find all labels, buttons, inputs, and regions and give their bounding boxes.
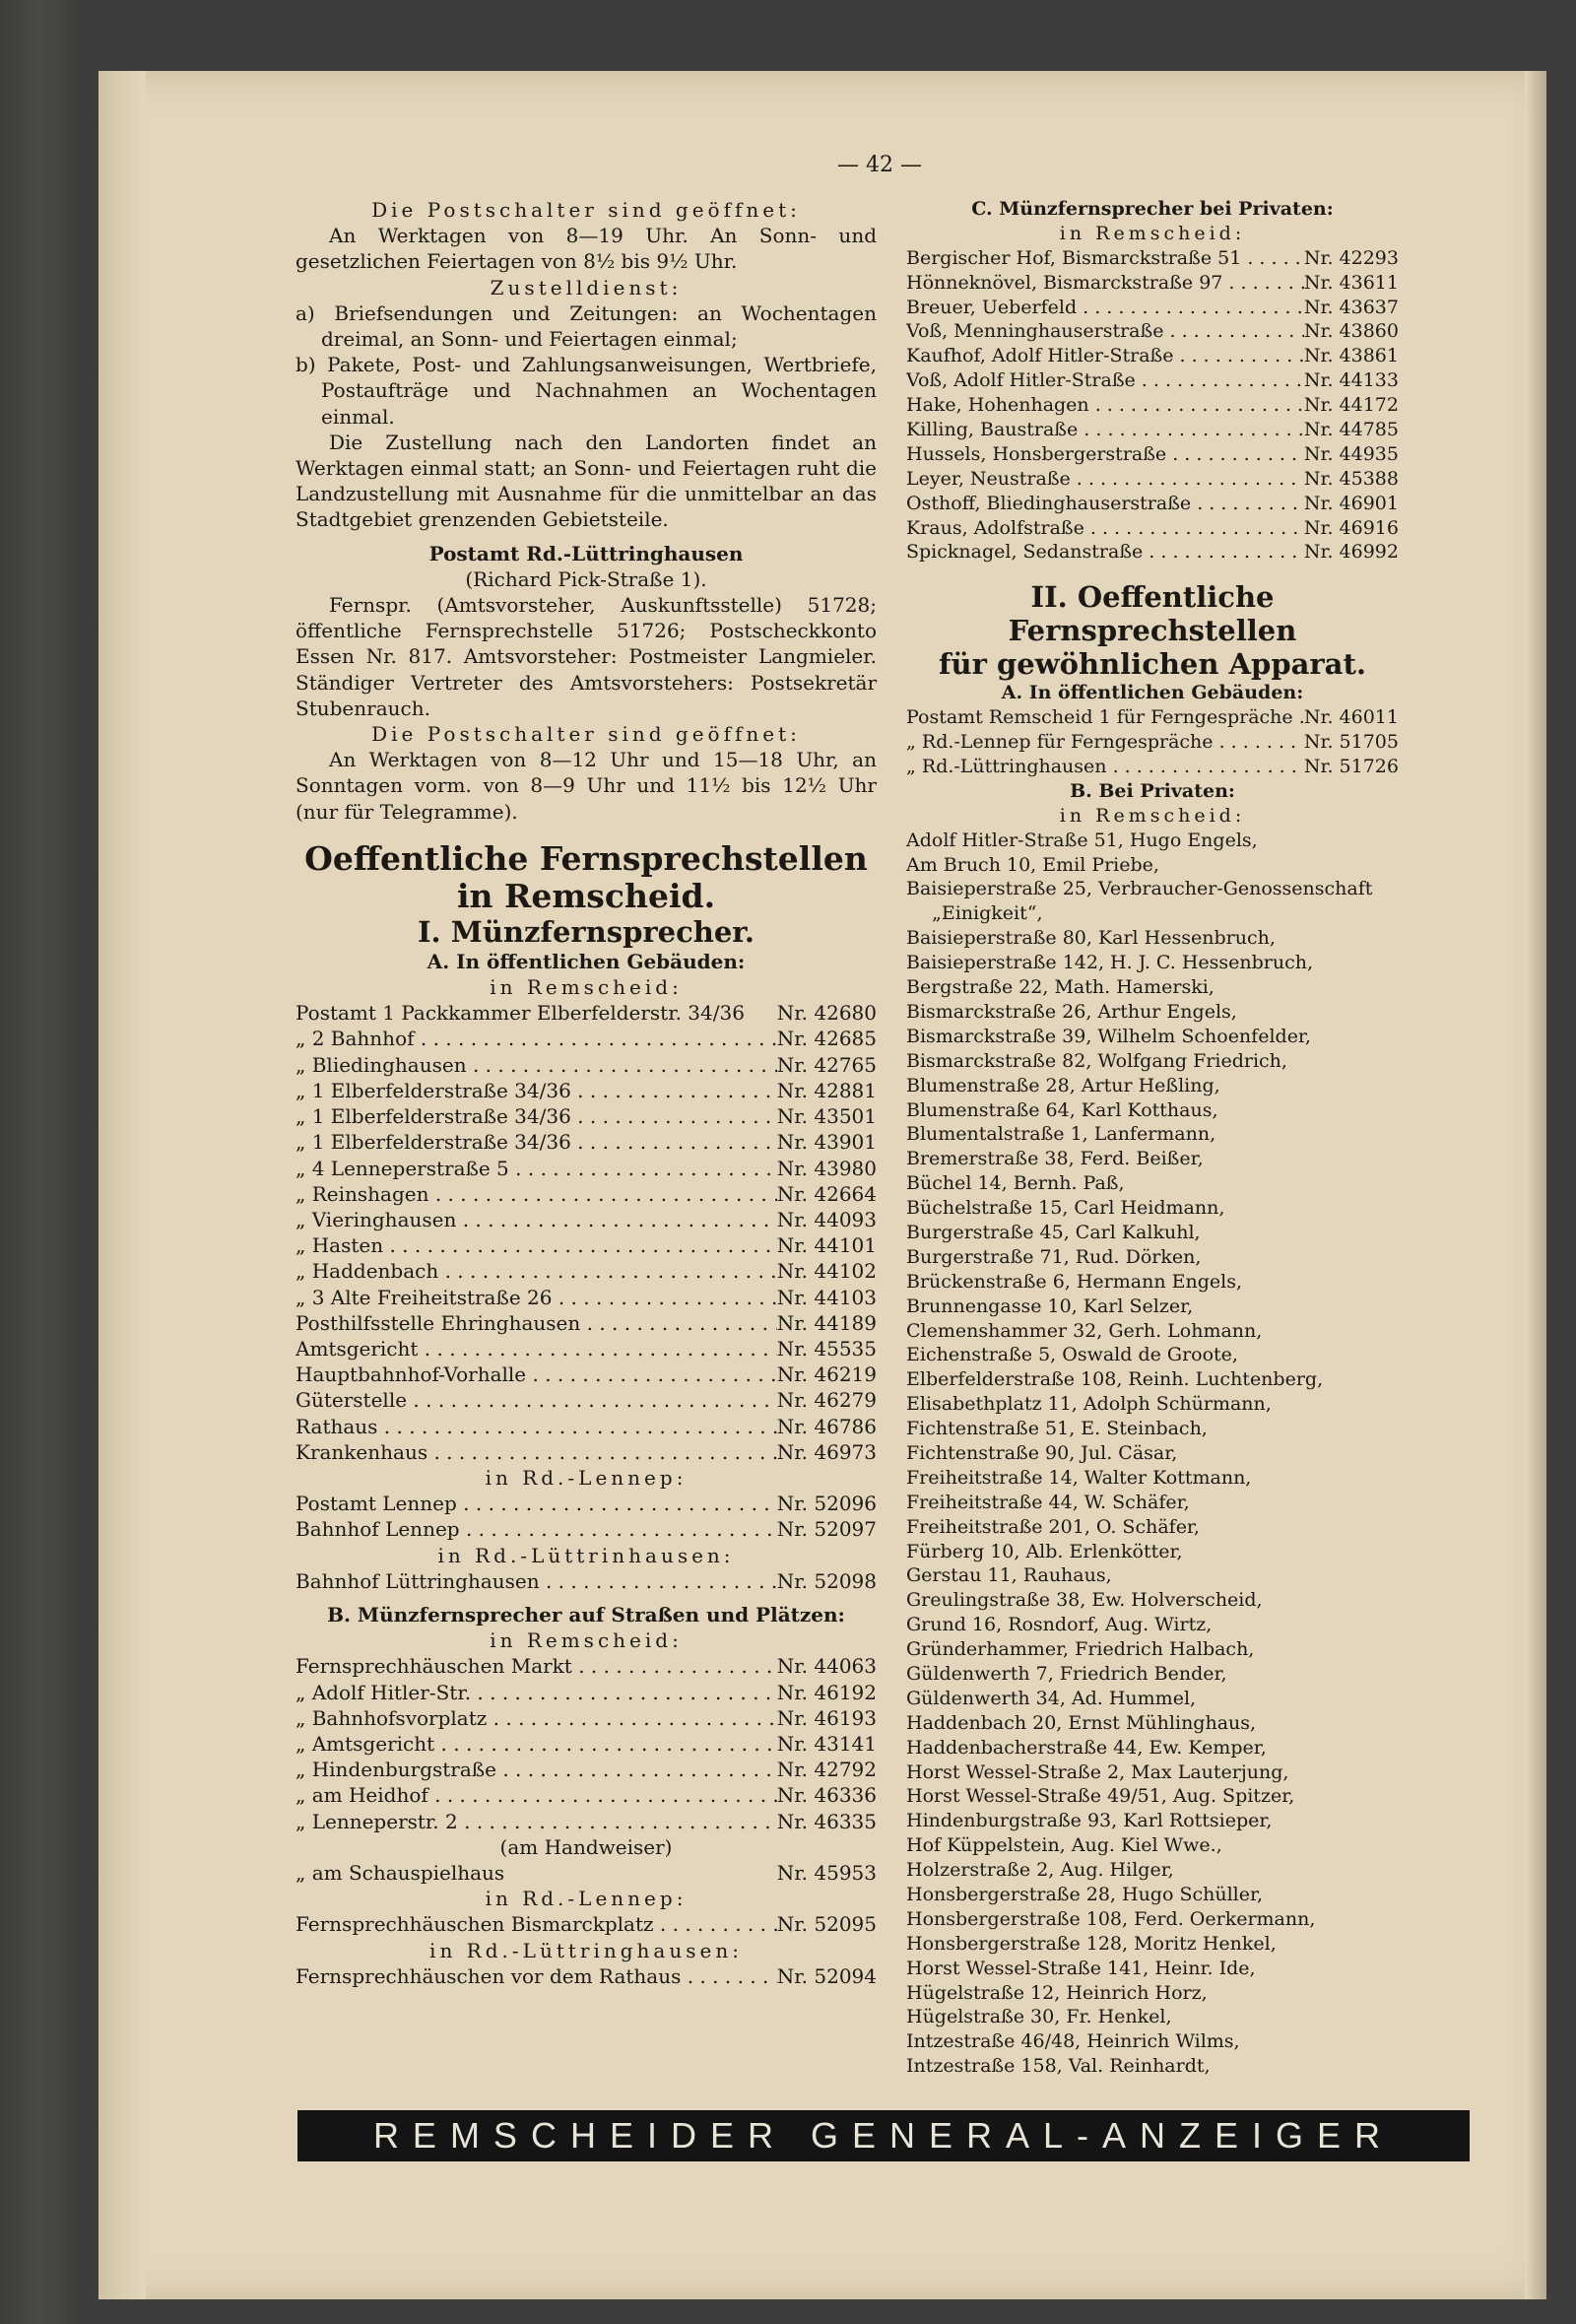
private-entry: Fürberg 10, Alb. Erlenkötter, xyxy=(906,1540,1183,1562)
list-item xyxy=(296,1731,877,1757)
section-2a-heading: A. In öffentlichen Gebäuden: xyxy=(1001,682,1304,704)
private-entry: Baisieperstraße 80, Karl Hessenbruch, xyxy=(906,927,1276,950)
left-column xyxy=(296,197,877,1989)
list-item-number: Nr. 44103 xyxy=(776,1285,877,1309)
private-entry: Gründerhammer, Friedrich Halbach, xyxy=(906,1638,1255,1661)
postamt-text: Fernspr. (Amtsvorsteher, Auskunftsstelle) 51728; öffentliche Fernsprechstelle 51726; Postscheckkonto Essen Nr. 817. Amtsvorsteher: Postmeister Langmieler. Ständiger Vertreter des Amtsvorstehers: Postsekretär Stubenrauch. xyxy=(296,593,877,720)
private-entry: Haddenbach 20, Ernst Mühlinghaus, xyxy=(906,1711,1257,1734)
private-entry: Fichtenstraße 51, E. Steinbach, xyxy=(906,1418,1208,1440)
list-item xyxy=(296,1181,877,1207)
private-entry: Hindenburgstraße 93, Karl Rottsieper, xyxy=(906,1810,1273,1832)
list-private xyxy=(906,829,1399,2079)
list-item-name: Breuer, Ueberfeld . . . xyxy=(906,296,1304,320)
list-item-name: „ Bliedinghausen . . . xyxy=(296,1052,777,1078)
list-item-name: „ 3 Alte Freiheitstraße 26 . . . xyxy=(296,1285,777,1310)
list-item-number: Nr. 44785 xyxy=(1303,419,1399,441)
list-item-name: Hönneknövel, Bismarckstraße 97 . . . xyxy=(906,271,1304,296)
list-item xyxy=(296,1705,877,1731)
list-item-name: „ Haddenbach . . . xyxy=(296,1258,777,1284)
list-item-name: Killing, Baustraße . . . xyxy=(906,418,1304,442)
list-item-name: „ Rd.-Lennep für Ferngespräche . . . xyxy=(906,730,1304,755)
section-1-heading: I. Münzfernsprecher. xyxy=(417,914,755,949)
list-item xyxy=(906,393,1399,418)
page-edge-left xyxy=(98,71,146,2299)
private-entry: Honsbergerstraße 108, Ferd. Oerkermann, xyxy=(906,1907,1316,1930)
section-2b-heading: B. Bei Privaten: xyxy=(1070,779,1235,802)
list-item xyxy=(296,1026,877,1051)
list-item xyxy=(906,540,1399,564)
private-entry: Clemenshammer 32, Gerh. Lohmann, xyxy=(906,1319,1263,1342)
hours-text: An Werktagen von 8—19 Uhr. An Sonn- und gesetzlichen Feiertagen von 8½ bis 9½ Uhr. xyxy=(296,224,877,274)
list-item xyxy=(296,1809,877,1834)
list-item: Fernsprechhäuschen vor dem Rathaus . . . Nr. 52094 xyxy=(296,1963,877,1989)
list-item-number: Nr. 42293 xyxy=(1303,246,1399,269)
list-item xyxy=(906,319,1399,344)
list-item-name: Bahnhof Lennep . . . xyxy=(296,1516,777,1542)
list-item-number: Nr. 46335 xyxy=(776,1809,877,1833)
list-item xyxy=(906,246,1399,271)
list-item-number: Nr. 43501 xyxy=(776,1104,877,1129)
private-entry: Greulingstraße 38, Ew. Holverscheid, xyxy=(906,1589,1263,1612)
private-entry: Baisieperstraße 25, Verbraucher-Genossenschaft „Einigkeit“, xyxy=(906,878,1373,925)
list-item-number: Nr. 46916 xyxy=(1303,516,1399,539)
list-item-number: Nr. 46336 xyxy=(776,1783,877,1808)
list-item-name: Leyer, Neustraße . . . xyxy=(906,467,1304,492)
list-item xyxy=(296,1653,877,1679)
private-entry: Güldenwerth 34, Ad. Hummel, xyxy=(906,1687,1197,1709)
private-entry: Bismarckstraße 82, Wolfgang Friedrich, xyxy=(906,1049,1287,1072)
private-entry: Freiheitstraße 14, Walter Kottmann, xyxy=(906,1466,1252,1489)
location-remscheid-2: in Remscheid: xyxy=(1059,804,1246,827)
list-item-number: Nr. 43901 xyxy=(776,1130,877,1155)
private-entry: Holzerstraße 2, Aug. Hilger, xyxy=(906,1859,1174,1882)
list-item-number: Nr. 44172 xyxy=(1303,394,1399,417)
list-item xyxy=(296,1387,877,1413)
private-entry: Honsbergerstraße 28, Hugo Schüller, xyxy=(906,1884,1264,1905)
page-number: — 42 — xyxy=(837,153,922,177)
list-item-name: Postamt 1 Packkammer Elberfelderstr. 34/36 xyxy=(296,1001,745,1026)
private-entry: Blumenstraße 64, Karl Kotthaus, xyxy=(906,1098,1218,1121)
list-item-number: Nr. 46901 xyxy=(1303,492,1399,514)
private-entry: Horst Wessel-Straße 49/51, Aug. Spitzer, xyxy=(906,1785,1295,1808)
list-item xyxy=(296,1782,877,1808)
list-item xyxy=(906,344,1399,368)
list-item xyxy=(906,730,1399,755)
list-item-name: Bergischer Hof, Bismarckstraße 51 . . . xyxy=(906,246,1304,271)
list-item xyxy=(906,442,1399,467)
list-item-number: Nr. 43980 xyxy=(776,1156,877,1180)
list-item-name: Voß, Menninghauserstraße . . . xyxy=(906,319,1304,344)
private-entry: Fichtenstraße 90, Jul. Cäsar, xyxy=(906,1441,1178,1464)
b-note: (am Handweiser) xyxy=(499,1834,673,1859)
list-item xyxy=(906,271,1399,296)
list-c xyxy=(906,246,1399,565)
private-entry: Adolf Hitler-Straße 51, Hugo Engels, xyxy=(906,829,1258,851)
private-entry: Gerstau 11, Rauhaus, xyxy=(906,1564,1112,1587)
list-item-number: Nr. 51726 xyxy=(1303,756,1399,778)
location-lennep-2: in Rd.-Lennep: xyxy=(485,1887,688,1911)
list-item: „ am Schauspielhaus Nr. 45953 xyxy=(296,1860,877,1885)
private-entry: Bremerstraße 38, Ferd. Beißer, xyxy=(906,1148,1204,1170)
list-item xyxy=(296,1680,877,1705)
private-entry: Burgerstraße 71, Rud. Dörken, xyxy=(906,1245,1202,1268)
list-item-number: Nr. 52098 xyxy=(776,1568,877,1593)
list-item-name: Rathaus . . . xyxy=(296,1414,777,1439)
list-item-name: Spicknagel, Sedanstraße . . . xyxy=(906,540,1304,564)
list-item-name: „ Rd.-Lüttringhausen . . . xyxy=(906,755,1304,779)
list-item-number: Nr. 43860 xyxy=(1303,320,1399,343)
list-item-number: Nr. 42765 xyxy=(776,1052,877,1077)
hours2-text: An Werktagen von 8—12 Uhr und 15—18 Uhr, an Sonntagen vorm. von 8—9 Uhr und 11½ bis 12½ Uhr (nur für Telegramme). xyxy=(296,748,877,824)
private-entry: Brunnengasse 10, Karl Selzer, xyxy=(906,1295,1194,1317)
location-luettringhausen-2: in Rd.-Lüttringhausen: xyxy=(429,1938,743,1962)
newspaper-banner: REMSCHEIDER GENERAL-ANZEIGER xyxy=(297,2110,1470,2161)
list-item-number: Nr. 51705 xyxy=(1303,731,1399,754)
list-item-name: „ 2 Bahnhof . . . xyxy=(296,1026,777,1051)
hours-heading: Die Postschalter sind geöffnet: xyxy=(371,198,801,222)
location-luettringhausen: in Rd.-Lüttrinhausen: xyxy=(437,1543,735,1567)
list-item xyxy=(296,1414,877,1439)
list-item-number: Nr. 45388 xyxy=(1303,467,1399,490)
main-title-line1: Oeffentliche Fernsprechstellen xyxy=(304,838,868,878)
list-item-name: Voß, Adolf Hitler-Straße . . . xyxy=(906,368,1304,393)
list-item-number: Nr. 42881 xyxy=(776,1078,877,1102)
list-item-number: Nr. 44133 xyxy=(1303,369,1399,392)
list-item-number: Nr. 46973 xyxy=(776,1439,877,1464)
list-item-name: „ 4 Lenneperstraße 5 . . . xyxy=(296,1156,777,1181)
list-item-number: Nr. 42680 xyxy=(776,1001,877,1026)
list-item-name: Krankenhaus . . . xyxy=(296,1439,777,1465)
list-item-name: „ 1 Elberfelderstraße 34/36 . . . xyxy=(296,1129,777,1155)
list-item-name: Postamt Lennep . . . xyxy=(296,1491,777,1516)
list-item-number: Nr. 42685 xyxy=(776,1027,877,1051)
list-item xyxy=(296,1232,877,1258)
list-item xyxy=(296,1285,877,1310)
delivery-item-b: b) Pakete, Post- und Zahlungsanweisungen, Wertbriefe, Postaufträge und Nachnahmen an Wochentagen einmal. xyxy=(296,353,877,429)
private-entry: Honsbergerstraße 128, Moritz Henkel, xyxy=(906,1932,1277,1955)
list-item xyxy=(906,296,1399,320)
delivery-heading: Zustelldienst: xyxy=(490,275,683,299)
list-item xyxy=(906,755,1399,779)
list-item-number: Nr. 44093 xyxy=(776,1207,877,1231)
private-entry: Grund 16, Rosndorf, Aug. Wirtz, xyxy=(906,1614,1213,1636)
list-item xyxy=(296,1207,877,1232)
private-entry: Am Bruch 10, Emil Priebe, xyxy=(906,853,1159,876)
private-entry: Bismarckstraße 26, Arthur Engels, xyxy=(906,1000,1237,1023)
list-item-number: Nr. 44189 xyxy=(776,1310,877,1335)
list-item-number: Nr. 44063 xyxy=(776,1654,877,1679)
private-entry: Burgerstraße 45, Carl Kalkuhl, xyxy=(906,1221,1201,1243)
list-item xyxy=(296,1310,877,1336)
private-entry: Elberfelderstraße 108, Reinh. Luchtenberg, xyxy=(906,1368,1324,1391)
list-item-number: Nr. 43141 xyxy=(776,1731,877,1756)
list-item-name: Amtsgericht . . . xyxy=(296,1336,777,1361)
private-entry: Blumentalstraße 1, Lanfermann, xyxy=(906,1123,1216,1146)
section-c-heading: C. Münzfernsprecher bei Privaten: xyxy=(971,198,1334,220)
location-remscheid-2: in Remscheid: xyxy=(490,1628,683,1653)
list-item-number: Nr. 44935 xyxy=(1303,442,1399,465)
list-b xyxy=(296,1653,877,1833)
list-item-number: Nr. 46011 xyxy=(1303,706,1399,729)
list-item-number: Nr. 46219 xyxy=(776,1362,877,1387)
list-item xyxy=(296,1491,877,1516)
list-item-number: Nr. 44102 xyxy=(776,1259,877,1284)
list-item-number: Nr. 46992 xyxy=(1303,541,1399,564)
list-item xyxy=(296,1129,877,1155)
private-entry: Blumenstraße 28, Artur Heßling, xyxy=(906,1074,1220,1096)
list-item xyxy=(296,1156,877,1181)
list-item-name: Hauptbahnhof-Vorhalle . . . xyxy=(296,1361,777,1387)
section-2-heading-line2: für gewöhnlichen Apparat. xyxy=(939,647,1366,682)
private-entry: Brückenstraße 6, Hermann Engels, xyxy=(906,1270,1242,1293)
private-entry: Freiheitstraße 201, O. Schäfer, xyxy=(906,1515,1200,1538)
list-item xyxy=(296,1516,877,1542)
list-luettringhausen xyxy=(296,1568,877,1594)
list-item xyxy=(906,516,1399,541)
list-item-name: Postamt Remscheid 1 für Ferngespräche . . . xyxy=(906,705,1304,730)
list-item-name: „ Hasten . . . xyxy=(296,1232,777,1258)
list-item: Fernsprechhäuschen Bismarckplatz . . . Nr. 52095 xyxy=(296,1911,877,1937)
list-item-name: „ Lenneperstr. 2 . . . xyxy=(296,1809,777,1834)
private-entry: Güldenwerth 7, Friedrich Bender, xyxy=(906,1662,1227,1685)
list-item-number: Nr. 42664 xyxy=(776,1181,877,1206)
list-item-name: Hussels, Honsbergerstraße . . . xyxy=(906,442,1304,467)
list-item-name: Güterstelle . . . xyxy=(296,1387,777,1413)
private-entry: Intzestraße 46/48, Heinrich Wilms, xyxy=(906,2030,1240,2053)
list-item xyxy=(296,1000,877,1026)
private-entry: Hof Küppelstein, Aug. Kiel Wwe., xyxy=(906,1834,1222,1857)
list-item xyxy=(906,467,1399,492)
list-item-name: „ Bahnhofsvorplatz . . . xyxy=(296,1705,777,1731)
list-item-name: „ 1 Elberfelderstraße 34/36 . . . xyxy=(296,1078,777,1103)
private-entry: Hügelstraße 12, Heinrich Horz, xyxy=(906,1981,1208,2004)
private-entry: Freiheitstraße 44, W. Schäfer, xyxy=(906,1491,1190,1513)
list-item-name: Kaufhof, Adolf Hitler-Straße . . . xyxy=(906,344,1304,368)
list-item-name: Fernsprechhäuschen Markt . . . xyxy=(296,1653,777,1679)
list-item-name: „ am Heidhof . . . xyxy=(296,1782,777,1808)
postamt-title: Postamt Rd.-Lüttringhausen xyxy=(428,541,744,565)
list-item xyxy=(296,1258,877,1284)
list-item xyxy=(906,492,1399,516)
list-item-name: Bahnhof Lüttringhausen . . . xyxy=(296,1568,777,1594)
private-entry: Eichenstraße 5, Oswald de Groote, xyxy=(906,1344,1238,1366)
list-item xyxy=(906,368,1399,393)
list-item-name: „ Hindenburgstraße . . . xyxy=(296,1757,777,1782)
right-column xyxy=(906,197,1399,2079)
location-remscheid: in Remscheid: xyxy=(490,975,683,1000)
list-item-number: Nr. 46193 xyxy=(776,1705,877,1730)
list-item-name: „ 1 Elberfelderstraße 34/36 . . . xyxy=(296,1103,777,1129)
list-item-number: Nr. 42792 xyxy=(776,1758,877,1782)
list-item-number: Nr. 52096 xyxy=(776,1492,877,1516)
list-item xyxy=(296,1103,877,1129)
list-item xyxy=(296,1568,877,1594)
list-item-number: Nr. 46279 xyxy=(776,1388,877,1413)
delivery-item-a: a) Briefsendungen und Zeitungen: an Wochentagen dreimal, an Sonn- und Feiertagen einmal; xyxy=(296,300,877,352)
list-item-name: „ Amtsgericht . . . xyxy=(296,1731,777,1757)
list-item-name: „ Vieringhausen . . . xyxy=(296,1207,777,1232)
list-lennep xyxy=(296,1491,877,1542)
list-item-number: Nr. 46786 xyxy=(776,1414,877,1438)
list-item-number: Nr. 43861 xyxy=(1303,345,1399,367)
list-item xyxy=(296,1078,877,1103)
private-entry: Baisieperstraße 142, H. J. C. Hessenbruch, xyxy=(906,952,1314,974)
list-item-number: Nr. 45535 xyxy=(776,1336,877,1361)
list-item xyxy=(906,705,1399,730)
private-entry: Bismarckstraße 39, Wilhelm Schoenfelder, xyxy=(906,1025,1311,1047)
list-item xyxy=(296,1052,877,1078)
list-item-name: Kraus, Adolfstraße . . . xyxy=(906,516,1304,541)
list-item-number: Nr. 44101 xyxy=(776,1233,877,1258)
list-item-name: Osthoff, Bliedinghauserstraße . . . xyxy=(906,492,1304,516)
list-item-name: „ Adolf Hitler-Str. . . . xyxy=(296,1680,777,1705)
page-edge-right xyxy=(1525,71,1546,2299)
list-public-buildings xyxy=(906,705,1399,779)
section-a-heading: A. In öffentlichen Gebäuden: xyxy=(427,949,746,973)
private-entry: Haddenbacherstraße 44, Ew. Kemper, xyxy=(906,1736,1267,1759)
list-item-number: Nr. 43611 xyxy=(1303,271,1399,294)
private-entry: Horst Wessel-Straße 2, Max Lauterjung, xyxy=(906,1760,1289,1783)
list-item-number: Nr. 43637 xyxy=(1303,296,1399,318)
private-entry: Bergstraße 22, Math. Hamerski, xyxy=(906,976,1215,999)
location-remscheid: in Remscheid: xyxy=(1059,222,1246,244)
list-item xyxy=(296,1336,877,1361)
section-2-heading-line1: II. Oeffentliche Fernsprechstellen xyxy=(1008,580,1297,648)
location-lennep: in Rd.-Lennep: xyxy=(485,1465,688,1490)
list-item-number: Nr. 46192 xyxy=(776,1680,877,1704)
list-item xyxy=(296,1757,877,1782)
main-title-line2: in Remscheid. xyxy=(456,876,716,915)
private-entry: Elisabethplatz 11, Adolph Schürmann, xyxy=(906,1393,1272,1416)
delivery-note: Die Zustellung nach den Landorten findet an Werktagen einmal statt; an Sonn- und Feiertagen ruht die Landzustellung mit Ausnahme für die unmittelbar an das Stadtgebiet grenzenden Gebietsteile. xyxy=(296,430,877,532)
list-item-number: Nr. 52097 xyxy=(776,1517,877,1542)
private-entry: Hügelstraße 30, Fr. Henkel, xyxy=(906,2006,1172,2028)
list-item-name: Posthilfsstelle Ehringhausen . . . xyxy=(296,1310,777,1336)
list-item xyxy=(906,418,1399,442)
list-item-name: „ Reinshagen . . . xyxy=(296,1181,777,1207)
private-entry: Intzestraße 158, Val. Reinhardt, xyxy=(906,2055,1211,2078)
list-item xyxy=(296,1439,877,1465)
postamt-address: (Richard Pick-Straße 1). xyxy=(465,566,707,591)
hours2-heading: Die Postschalter sind geöffnet: xyxy=(371,722,801,747)
list-item xyxy=(296,1361,877,1387)
list-item-name: Hake, Hohenhagen . . . xyxy=(906,393,1304,418)
private-entry: Büchelstraße 15, Carl Heidmann, xyxy=(906,1197,1225,1220)
private-entry: Horst Wessel-Straße 141, Heinr. Ide, xyxy=(906,1957,1256,1979)
private-entry: Büchel 14, Bernh. Paß, xyxy=(906,1172,1125,1195)
list-a xyxy=(296,1000,877,1465)
section-b-heading: B. Münzfernsprecher auf Straßen und Plätzen: xyxy=(327,1602,845,1627)
